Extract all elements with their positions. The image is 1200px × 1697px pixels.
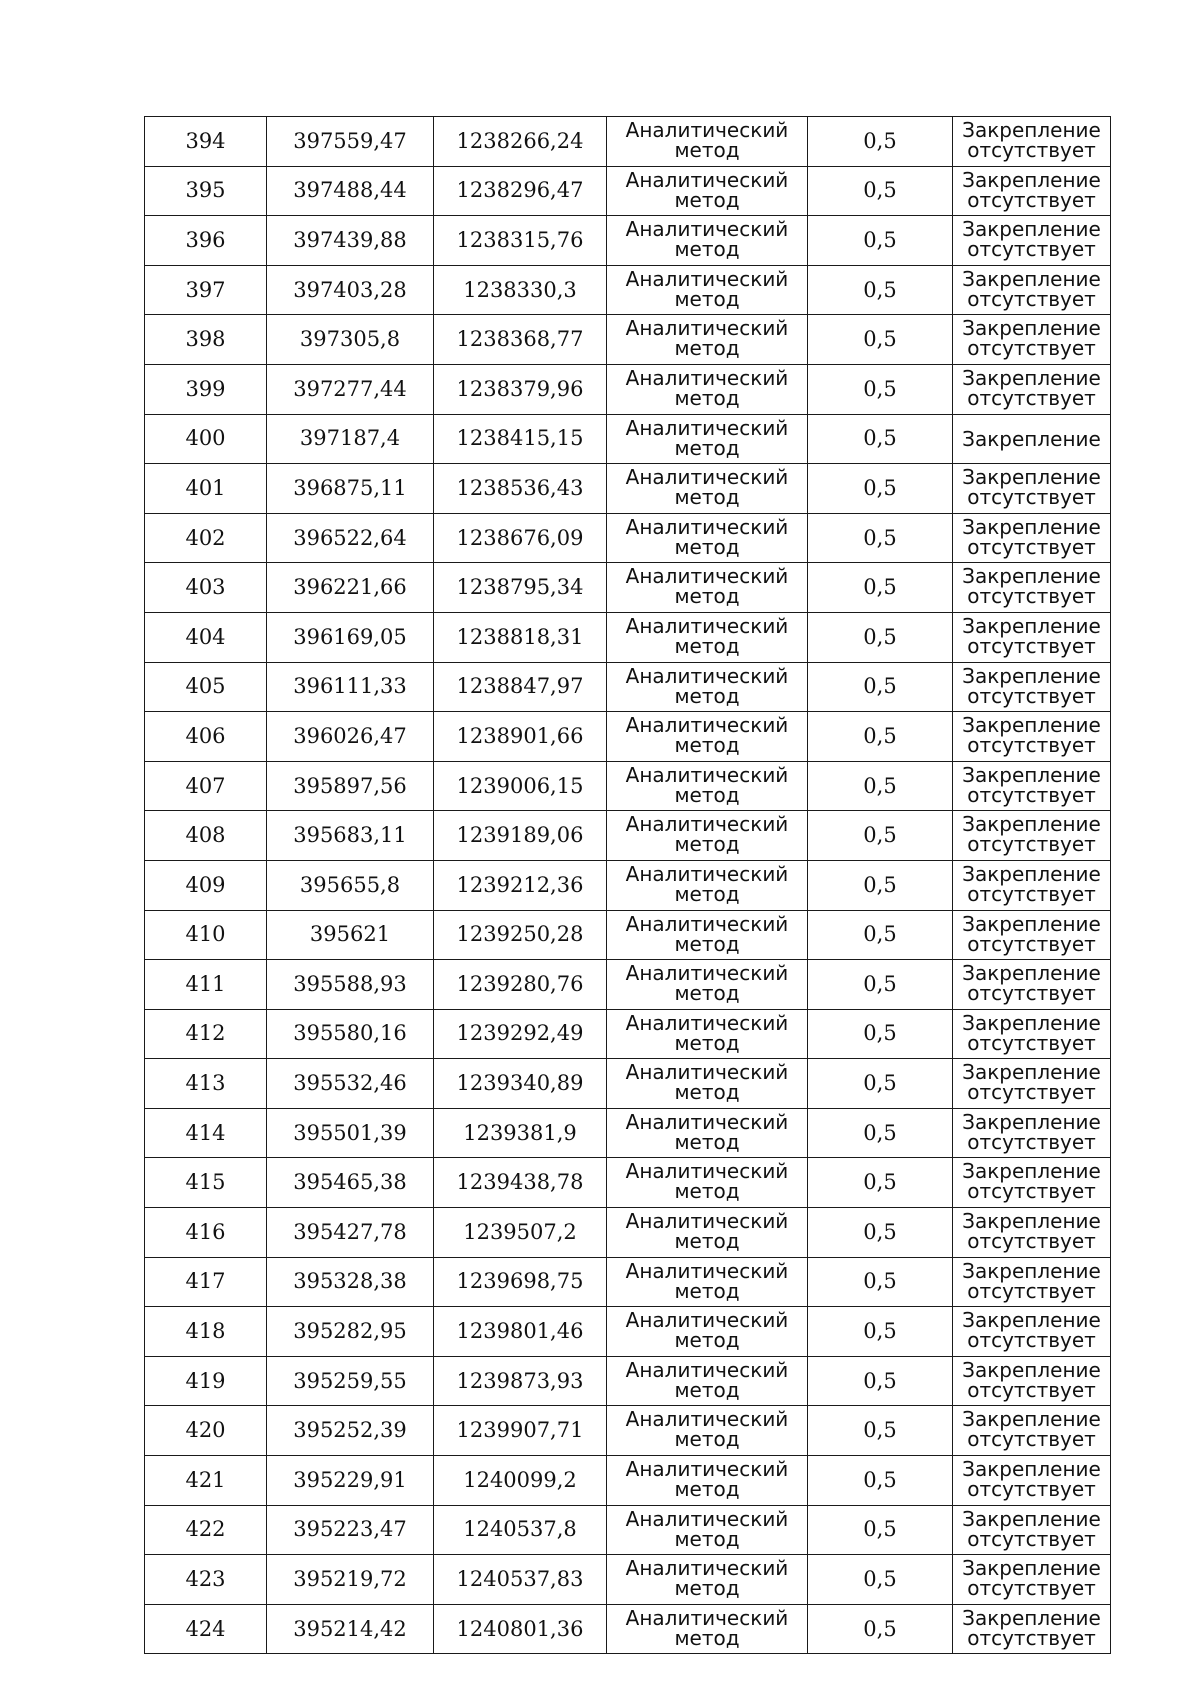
- y-coordinate-cell: 1239801,46: [434, 1307, 607, 1357]
- fixing-cell: Закрепление: [953, 414, 1111, 464]
- fixing-cell: Закрепление отсутствует: [953, 1059, 1111, 1109]
- x-coordinate-cell: 395328,38: [267, 1257, 434, 1307]
- error-cell: 0,5: [808, 265, 953, 315]
- x-coordinate-cell: 396111,33: [267, 662, 434, 712]
- error-cell: 0,5: [808, 612, 953, 662]
- y-coordinate-cell: 1238379,96: [434, 364, 607, 414]
- y-coordinate-cell: 1239438,78: [434, 1158, 607, 1208]
- table-row: [145, 563, 1111, 613]
- error-cell: 0,5: [808, 513, 953, 563]
- x-coordinate-cell: 395252,39: [267, 1406, 434, 1456]
- point-number-cell: 404: [145, 612, 267, 662]
- fixing-cell: Закрепление отсутствует: [953, 265, 1111, 315]
- x-coordinate-cell: 395282,95: [267, 1307, 434, 1357]
- x-coordinate-cell: 395580,16: [267, 1009, 434, 1059]
- fixing-cell: Закрепление отсутствует: [953, 216, 1111, 266]
- y-coordinate-cell: 1238415,15: [434, 414, 607, 464]
- method-cell: Аналитический метод: [607, 811, 808, 861]
- error-cell: 0,5: [808, 464, 953, 514]
- error-cell: 0,5: [808, 1158, 953, 1208]
- table-row: [145, 1505, 1111, 1555]
- point-number-cell: 421: [145, 1456, 267, 1506]
- error-cell: 0,5: [808, 662, 953, 712]
- method-cell: Аналитический метод: [607, 910, 808, 960]
- x-coordinate-cell: 395683,11: [267, 811, 434, 861]
- fixing-cell: Закрепление отсутствует: [953, 612, 1111, 662]
- error-cell: 0,5: [808, 1505, 953, 1555]
- x-coordinate-cell: 395621: [267, 910, 434, 960]
- y-coordinate-cell: 1238296,47: [434, 166, 607, 216]
- x-coordinate-cell: 395501,39: [267, 1108, 434, 1158]
- y-coordinate-cell: 1238536,43: [434, 464, 607, 514]
- point-number-cell: 397: [145, 265, 267, 315]
- table-row: [145, 315, 1111, 365]
- error-cell: 0,5: [808, 860, 953, 910]
- y-coordinate-cell: 1238901,66: [434, 712, 607, 762]
- y-coordinate-cell: 1239212,36: [434, 860, 607, 910]
- y-coordinate-cell: 1239381,9: [434, 1108, 607, 1158]
- table-row: [145, 1604, 1111, 1654]
- table-row: [145, 1406, 1111, 1456]
- point-number-cell: 420: [145, 1406, 267, 1456]
- point-number-cell: 398: [145, 315, 267, 365]
- y-coordinate-cell: 1239280,76: [434, 960, 607, 1010]
- y-coordinate-cell: 1239250,28: [434, 910, 607, 960]
- fixing-cell: Закрепление отсутствует: [953, 563, 1111, 613]
- x-coordinate-cell: 397305,8: [267, 315, 434, 365]
- fixing-cell: Закрепление отсутствует: [953, 662, 1111, 712]
- x-coordinate-cell: 396221,66: [267, 563, 434, 613]
- error-cell: 0,5: [808, 1456, 953, 1506]
- table-row: [145, 712, 1111, 762]
- point-number-cell: 401: [145, 464, 267, 514]
- point-number-cell: 418: [145, 1307, 267, 1357]
- fixing-cell: Закрепление отсутствует: [953, 364, 1111, 414]
- fixing-cell: Закрепление отсутствует: [953, 1108, 1111, 1158]
- point-number-cell: 395: [145, 166, 267, 216]
- method-cell: Аналитический метод: [607, 117, 808, 167]
- point-number-cell: 403: [145, 563, 267, 613]
- method-cell: Аналитический метод: [607, 1307, 808, 1357]
- point-number-cell: 422: [145, 1505, 267, 1555]
- y-coordinate-cell: 1238266,24: [434, 117, 607, 167]
- error-cell: 0,5: [808, 1257, 953, 1307]
- error-cell: 0,5: [808, 811, 953, 861]
- point-number-cell: 411: [145, 960, 267, 1010]
- method-cell: Аналитический метод: [607, 761, 808, 811]
- error-cell: 0,5: [808, 1059, 953, 1109]
- error-cell: 0,5: [808, 1555, 953, 1605]
- method-cell: Аналитический метод: [607, 1059, 808, 1109]
- y-coordinate-cell: 1238330,3: [434, 265, 607, 315]
- method-cell: Аналитический метод: [607, 563, 808, 613]
- method-cell: Аналитический метод: [607, 612, 808, 662]
- table-row: [145, 910, 1111, 960]
- fixing-cell: Закрепление отсутствует: [953, 860, 1111, 910]
- x-coordinate-cell: 397403,28: [267, 265, 434, 315]
- method-cell: Аналитический метод: [607, 712, 808, 762]
- x-coordinate-cell: 395427,78: [267, 1208, 434, 1258]
- x-coordinate-cell: 397187,4: [267, 414, 434, 464]
- x-coordinate-cell: 396026,47: [267, 712, 434, 762]
- method-cell: Аналитический метод: [607, 1257, 808, 1307]
- error-cell: 0,5: [808, 1009, 953, 1059]
- x-coordinate-cell: 397488,44: [267, 166, 434, 216]
- method-cell: Аналитический метод: [607, 166, 808, 216]
- fixing-cell: Закрепление отсутствует: [953, 1604, 1111, 1654]
- method-cell: Аналитический метод: [607, 464, 808, 514]
- error-cell: 0,5: [808, 166, 953, 216]
- y-coordinate-cell: 1239507,2: [434, 1208, 607, 1258]
- table-row: [145, 761, 1111, 811]
- fixing-cell: Закрепление отсутствует: [953, 1009, 1111, 1059]
- fixing-cell: Закрепление отсутствует: [953, 1456, 1111, 1506]
- x-coordinate-cell: 395223,47: [267, 1505, 434, 1555]
- point-number-cell: 400: [145, 414, 267, 464]
- error-cell: 0,5: [808, 761, 953, 811]
- point-number-cell: 413: [145, 1059, 267, 1109]
- y-coordinate-cell: 1239698,75: [434, 1257, 607, 1307]
- error-cell: 0,5: [808, 414, 953, 464]
- table-row: [145, 1257, 1111, 1307]
- error-cell: 0,5: [808, 960, 953, 1010]
- x-coordinate-cell: 396522,64: [267, 513, 434, 563]
- x-coordinate-cell: 395465,38: [267, 1158, 434, 1208]
- point-number-cell: 414: [145, 1108, 267, 1158]
- point-number-cell: 419: [145, 1356, 267, 1406]
- table-row: [145, 464, 1111, 514]
- y-coordinate-cell: 1240537,83: [434, 1555, 607, 1605]
- method-cell: Аналитический метод: [607, 1456, 808, 1506]
- method-cell: Аналитический метод: [607, 414, 808, 464]
- method-cell: Аналитический метод: [607, 1505, 808, 1555]
- point-number-cell: 423: [145, 1555, 267, 1605]
- fixing-cell: Закрепление отсутствует: [953, 910, 1111, 960]
- error-cell: 0,5: [808, 563, 953, 613]
- y-coordinate-cell: 1240099,2: [434, 1456, 607, 1506]
- table-row: [145, 960, 1111, 1010]
- y-coordinate-cell: 1239873,93: [434, 1356, 607, 1406]
- y-coordinate-cell: 1238847,97: [434, 662, 607, 712]
- table-row: [145, 513, 1111, 563]
- y-coordinate-cell: 1238795,34: [434, 563, 607, 613]
- error-cell: 0,5: [808, 1406, 953, 1456]
- y-coordinate-cell: 1240537,8: [434, 1505, 607, 1555]
- method-cell: Аналитический метод: [607, 315, 808, 365]
- table-row: [145, 662, 1111, 712]
- method-cell: Аналитический метод: [607, 1555, 808, 1605]
- y-coordinate-cell: 1239907,71: [434, 1406, 607, 1456]
- fixing-cell: Закрепление отсутствует: [953, 1356, 1111, 1406]
- table-row: [145, 1356, 1111, 1406]
- table-row: [145, 1059, 1111, 1109]
- fixing-cell: Закрепление отсутствует: [953, 1555, 1111, 1605]
- error-cell: 0,5: [808, 1307, 953, 1357]
- x-coordinate-cell: 395588,93: [267, 960, 434, 1010]
- error-cell: 0,5: [808, 216, 953, 266]
- y-coordinate-cell: 1238315,76: [434, 216, 607, 266]
- y-coordinate-cell: 1238676,09: [434, 513, 607, 563]
- table-row: [145, 414, 1111, 464]
- table-row: [145, 1307, 1111, 1357]
- error-cell: 0,5: [808, 364, 953, 414]
- error-cell: 0,5: [808, 1208, 953, 1258]
- error-cell: 0,5: [808, 910, 953, 960]
- x-coordinate-cell: 395214,42: [267, 1604, 434, 1654]
- fixing-cell: Закрепление отсутствует: [953, 761, 1111, 811]
- point-number-cell: 394: [145, 117, 267, 167]
- fixing-cell: Закрепление отсутствует: [953, 1505, 1111, 1555]
- error-cell: 0,5: [808, 1108, 953, 1158]
- y-coordinate-cell: 1239006,15: [434, 761, 607, 811]
- method-cell: Аналитический метод: [607, 364, 808, 414]
- point-number-cell: 405: [145, 662, 267, 712]
- point-number-cell: 412: [145, 1009, 267, 1059]
- x-coordinate-cell: 397439,88: [267, 216, 434, 266]
- coordinates-table: [144, 116, 1111, 1654]
- x-coordinate-cell: 395259,55: [267, 1356, 434, 1406]
- fixing-cell: Закрепление отсутствует: [953, 1208, 1111, 1258]
- method-cell: Аналитический метод: [607, 1108, 808, 1158]
- y-coordinate-cell: 1239340,89: [434, 1059, 607, 1109]
- method-cell: Аналитический метод: [607, 1009, 808, 1059]
- error-cell: 0,5: [808, 712, 953, 762]
- table-row: [145, 166, 1111, 216]
- method-cell: Аналитический метод: [607, 662, 808, 712]
- document-page: [144, 116, 1110, 1654]
- method-cell: Аналитический метод: [607, 1356, 808, 1406]
- method-cell: Аналитический метод: [607, 960, 808, 1010]
- error-cell: 0,5: [808, 315, 953, 365]
- table-row: [145, 1208, 1111, 1258]
- method-cell: Аналитический метод: [607, 1208, 808, 1258]
- error-cell: 0,5: [808, 1604, 953, 1654]
- fixing-cell: Закрепление отсутствует: [953, 1257, 1111, 1307]
- table-row: [145, 1108, 1111, 1158]
- table-row: [145, 364, 1111, 414]
- fixing-cell: Закрепление отсутствует: [953, 1158, 1111, 1208]
- table-row: [145, 811, 1111, 861]
- table-row: [145, 1456, 1111, 1506]
- table-row: [145, 216, 1111, 266]
- table-row: [145, 1009, 1111, 1059]
- table-row: [145, 612, 1111, 662]
- x-coordinate-cell: 395897,56: [267, 761, 434, 811]
- fixing-cell: Закрепление отсутствует: [953, 1406, 1111, 1456]
- coordinates-table-body: [145, 117, 1111, 1654]
- method-cell: Аналитический метод: [607, 216, 808, 266]
- point-number-cell: 417: [145, 1257, 267, 1307]
- point-number-cell: 402: [145, 513, 267, 563]
- point-number-cell: 424: [145, 1604, 267, 1654]
- error-cell: 0,5: [808, 117, 953, 167]
- fixing-cell: Закрепление отсутствует: [953, 712, 1111, 762]
- table-row: [145, 1158, 1111, 1208]
- table-row: [145, 265, 1111, 315]
- x-coordinate-cell: 395532,46: [267, 1059, 434, 1109]
- method-cell: Аналитический метод: [607, 265, 808, 315]
- method-cell: Аналитический метод: [607, 513, 808, 563]
- fixing-cell: Закрепление отсутствует: [953, 315, 1111, 365]
- x-coordinate-cell: 396875,11: [267, 464, 434, 514]
- point-number-cell: 416: [145, 1208, 267, 1258]
- fixing-cell: Закрепление отсутствует: [953, 513, 1111, 563]
- fixing-cell: Закрепление отсутствует: [953, 464, 1111, 514]
- y-coordinate-cell: 1239189,06: [434, 811, 607, 861]
- point-number-cell: 396: [145, 216, 267, 266]
- x-coordinate-cell: 395219,72: [267, 1555, 434, 1605]
- fixing-cell: Закрепление отсутствует: [953, 811, 1111, 861]
- x-coordinate-cell: 395229,91: [267, 1456, 434, 1506]
- fixing-cell: Закрепление отсутствует: [953, 1307, 1111, 1357]
- y-coordinate-cell: 1240801,36: [434, 1604, 607, 1654]
- point-number-cell: 407: [145, 761, 267, 811]
- method-cell: Аналитический метод: [607, 860, 808, 910]
- x-coordinate-cell: 395655,8: [267, 860, 434, 910]
- point-number-cell: 408: [145, 811, 267, 861]
- y-coordinate-cell: 1238368,77: [434, 315, 607, 365]
- x-coordinate-cell: 396169,05: [267, 612, 434, 662]
- table-row: [145, 117, 1111, 167]
- method-cell: Аналитический метод: [607, 1406, 808, 1456]
- method-cell: Аналитический метод: [607, 1604, 808, 1654]
- fixing-cell: Закрепление отсутствует: [953, 960, 1111, 1010]
- point-number-cell: 410: [145, 910, 267, 960]
- method-cell: Аналитический метод: [607, 1158, 808, 1208]
- point-number-cell: 406: [145, 712, 267, 762]
- y-coordinate-cell: 1239292,49: [434, 1009, 607, 1059]
- x-coordinate-cell: 397277,44: [267, 364, 434, 414]
- y-coordinate-cell: 1238818,31: [434, 612, 607, 662]
- table-row: [145, 1555, 1111, 1605]
- point-number-cell: 399: [145, 364, 267, 414]
- fixing-cell: Закрепление отсутствует: [953, 117, 1111, 167]
- table-row: [145, 860, 1111, 910]
- fixing-cell: Закрепление отсутствует: [953, 166, 1111, 216]
- point-number-cell: 409: [145, 860, 267, 910]
- point-number-cell: 415: [145, 1158, 267, 1208]
- error-cell: 0,5: [808, 1356, 953, 1406]
- x-coordinate-cell: 397559,47: [267, 117, 434, 167]
